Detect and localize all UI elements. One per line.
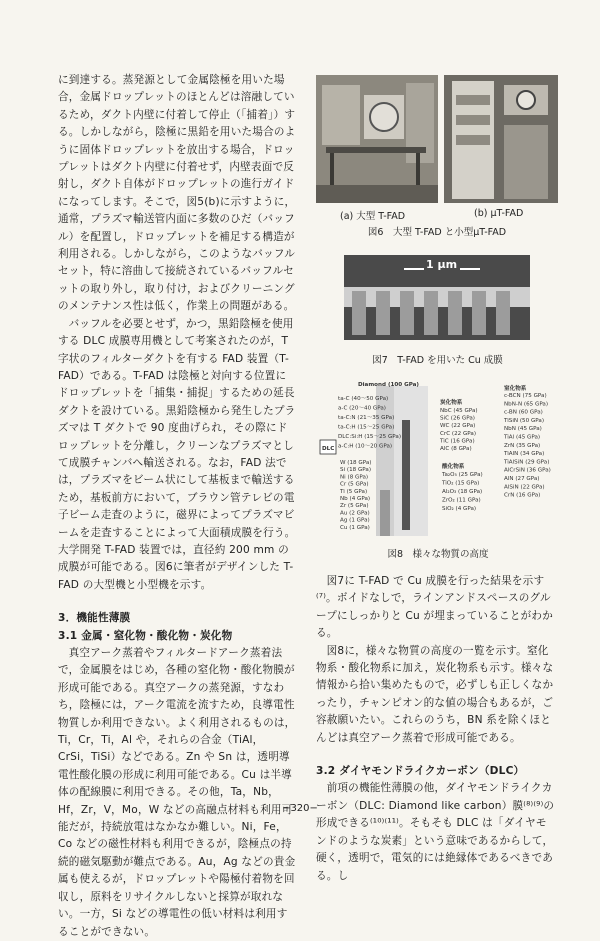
chart-dlc-item: a-C (20～40 GPa) [338, 405, 386, 412]
chart-metal-item: Ti (5 GPa) [340, 488, 368, 495]
sem-cross-section-image [344, 255, 530, 340]
chart-nitride-item: c-BCN (75 GPa) [504, 393, 547, 399]
figure-7 [330, 255, 545, 370]
chart-carbide-item: NbC (45 GPa) [440, 408, 478, 414]
section-heading: 3．機能性薄膜 [58, 612, 131, 625]
page-number: −320− [282, 803, 318, 814]
chart-nitride-item: TiAlSiN (29 GPa) [504, 459, 550, 466]
chart-carbide-item: CrC (22 GPa) [440, 430, 477, 437]
subcaption-a: (a) 大型 T-FAD [340, 211, 406, 222]
chart-metal-item: Nb (4 GPa) [340, 496, 371, 502]
paragraph: 真空アーク蒸着やフィルタードアーク蒸着法で，金属膜をはじめ，各種の窒化物・酸化物膜が形成可能である。真空アークの蒸発源，すなわち，陰極には，アーク電流を流すため，良導電性物質しか利用できない。よく利用されるものは，Ti，Cr，Ti，Al や，それらの合金（TiAl，CrSi，TiSi）などである。Zn や Sn は，透明導電性酸化膜の形成に利用可能である。Cu は半導体の配線膜に利用できる。その他，Ta，Nb，Hf，Zr，V，Mo，W などの高融点材料も利用可能だが，持続放電はなかなか難しい。Ni，Fe，Co などの磁性材料も利用できるが，陰極点の持続的磁気駆動が難点である。Au，Ag などの貴金属も使えるが，ドロップレットや陽極付着物を回収し，原料をリサイクルしないと採算が取れない。一方，Si などの導電性の低い材料は利用することができない。 [58, 647, 296, 938]
subcaption-b: (b) μT-FAD [474, 208, 524, 219]
chart-oxide-item: SiO₂ (4 GPa) [442, 506, 477, 512]
figure-6 [316, 75, 558, 245]
subsection-heading: 3.1 金属・窒化物・酸化物・炭化物 [58, 629, 233, 642]
chart-dlc-item: ta-C:H (15～25 GPa) [338, 424, 395, 431]
paragraph: に到達する。蒸発源として金属陰極を用いた場合，金属ドロップレットのほとんどは溶融しているため，ダクト内壁に付着して停止（「捕着」）する。しかしながら，陰極に黒鉛を用いた場合のように固体ドロップレットを放出する場合，ドロップレットはダクト内壁に付着せず，内壁表面で反射し，ダクト自体がドロップレットの進行ガイドになってします。そこで，図5(b)に示すように，通常，プラズマ輸送管内面に多数のひだ（バッフル）を配置し，ドロップレットを補足する構造が利用される。しかしながら，このようなバッフルセット，特に溶曲して接続されているバッフルセットの取り外し，取り付け，およびクリーニングのメンテナンス性は低く，作業上の問題がある。 [58, 74, 296, 313]
paragraph: 図8に，様々な物質の高度の一覧を示す。窒化物系・酸化物系に加え，炭化物系も示す。様々な情報から拾い集めたもので，必ずしも正しくなかったり，チャンピオン的な値の場合もあるが，ご容赦願いたい。これらのうち，BN 系を除くほとんどは真空アーク蒸着で形成可能である。 [316, 644, 554, 744]
chart-nitride-item: NbN-N (65 GPa) [504, 401, 549, 408]
chart-metal-item: Ag (1 GPa) [340, 517, 370, 524]
chart-carbide-item: TiC (16 GPa) [440, 438, 475, 445]
chart-carbide-item: WC (22 GPa) [440, 423, 476, 430]
chart-metal-item: Si (18 GPa) [340, 467, 372, 474]
chart-top-label: Diamond (100 GPa) [358, 382, 419, 388]
chart-oxide-item: Al₂O₃ (18 GPa) [442, 489, 483, 495]
chart-dlc-item: ta-C:N (21～35 GPa) [338, 415, 395, 421]
chart-oxide-item: ZrO₂ (11 GPa) [442, 497, 481, 504]
chart-metal-item: W (18 GPa) [340, 460, 372, 466]
chart-oxide-item: Ta₂O₅ (25 GPa) [442, 472, 483, 478]
chart-metal-item: Au (2 GPa) [340, 510, 370, 517]
chart-metal-item: Zr (5 GPa) [340, 503, 369, 510]
chart-carbide-item: AlC (8 GPa) [440, 446, 472, 452]
chart-metal-item: Ni (8 GPa) [340, 474, 369, 481]
hardness-chart [318, 380, 558, 540]
chart-dlc-label: DLC [322, 446, 335, 452]
chart-nitride-item: ZrN (35 GPa) [504, 442, 541, 449]
chart-nitride-item: CrN (16 GPa) [504, 492, 541, 499]
chart-nitride-item: AlSiN (22 GPa) [504, 484, 545, 491]
chart-dlc-item: a-C:H (10～20 GPa) [338, 443, 393, 450]
chart-metal-item: Cr (5 GPa) [340, 481, 369, 488]
micro-t-fad-apparatus-image [444, 75, 558, 203]
figure-7-caption: 図7 T-FAD を用いた Cu 成膜 [372, 355, 503, 366]
figure-8 [318, 380, 558, 558]
paragraph: 前項の機能性薄膜の他，ダイヤモンドライクカーボン（DLC: Diamond like carbon）膜⁽⁸⁾⁽⁹⁾の形成できる⁽¹⁰⁾⁽¹¹⁾。そもそも DLC は「ダイヤモンドのような炭素」という意味であるからして，硬く，透明で，電気的には絶縁体であるべきである。し [316, 782, 555, 882]
chart-dlc-item: ta-C (40～50 GPa) [338, 396, 389, 402]
chart-metal-item: Cu (1 GPa) [340, 524, 370, 531]
chart-oxide-title: 酸化物系 [442, 464, 465, 470]
figure-8-caption: 図8 様々な物質の高度 [387, 549, 489, 560]
photo-micro-t-fad [444, 75, 558, 203]
chart-carbide-item: SiC (26 GPa) [440, 415, 475, 422]
subsection-heading: 3.2 ダイヤモンドライクカーボン（DLC） [316, 765, 525, 778]
chart-nitride-item: c-BN (60 GPa) [504, 409, 543, 416]
chart-nitride-item: TiAlN (34 GPa) [504, 451, 545, 458]
chart-nitride-item: AlN (27 GPa) [504, 476, 540, 482]
right-column-text [316, 573, 556, 885]
chart-nitride-item: NbN (45 GPa) [504, 426, 542, 433]
large-t-fad-apparatus-image [316, 75, 438, 203]
chart-oxide-item: TiO₂ (15 GPa) [442, 480, 480, 487]
figure-6-caption: 図6 大型 T-FAD と小型μT-FAD [367, 227, 507, 238]
paragraph: バッフルを必要とせず，かつ，黒鉛陰極を使用する DLC 成膜専用機として考案されたのが，T字状のフィルターダクトを有する FAD 装置（T-FAD）である。T-FAD は陰極と対向する位置にドロップレットを「捕集・捕捉」するための延長ダクトを設けている。黒鉛陰極から発生したプラズマは T ダクトで 90 度曲げられ，その際にドロップレットを分離し，クリーンなプラズマとして成膜チャンバへ輸送される。なお，FAD 法では，プラズマをビーム状にして基板まで輸送するため，基板前方において，ブラウン管テレビの電子ビーム走査のように，磁界によってプラズマビームを走査することによって大面積成膜を行う。大学開発 T-FAD 装置では，直径約 200 mm の成膜が可能である。図6に筆者がデザインした T-FAD の大型機と小型機を示す。 [58, 317, 296, 591]
chart-nitride-item: AlCrSiN (36 GPa) [504, 467, 551, 474]
chart-nitride-title: 窒化物系 [504, 386, 527, 392]
photo-large-t-fad [316, 75, 438, 203]
paragraph: 図7に T-FAD で Cu 成膜を行った結果を示す⁽⁷⁾。ボイドなしで，ラインアンドスペースのグループにしっかりと Cu が埋まっていることがわかる。 [316, 575, 553, 640]
chart-dlc-item: DLC:Si:H (15～25 GPa) [338, 434, 402, 440]
chart-nitride-item: TiSiN (50 GPa) [504, 417, 545, 424]
scale-bar-label: 1 μm [426, 258, 458, 271]
chart-carbide-title: 炭化物系 [440, 400, 463, 406]
chart-nitride-item: TiAl (45 GPa) [504, 434, 541, 441]
